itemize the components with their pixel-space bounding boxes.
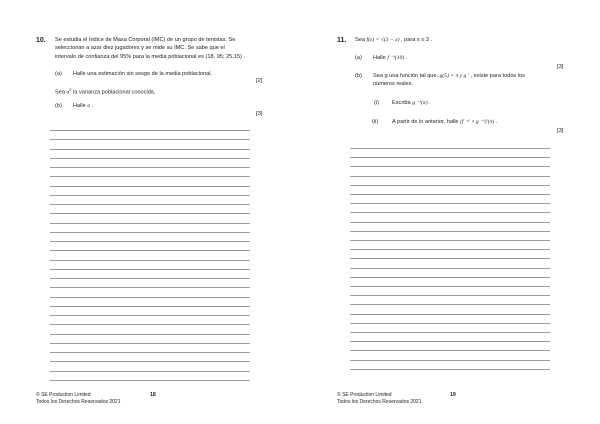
answer-line: [50, 343, 250, 344]
answer-line: [350, 277, 550, 278]
answer-line: [50, 352, 250, 353]
answer-line: [350, 203, 550, 204]
footer: [36, 392, 121, 407]
answer-line: [50, 260, 250, 261]
intro-suffix: , para x ≤ 3 .: [399, 37, 433, 43]
part-b-label: (b): [55, 103, 62, 109]
answer-line: [350, 332, 550, 333]
answer-line: [50, 361, 250, 362]
answer-line: [50, 250, 250, 251]
answer-line: [350, 360, 550, 361]
footer-copyright: © SE Production Limited: [36, 392, 91, 398]
part-b-suffix: .: [90, 103, 94, 109]
part-b-line-1: [373, 72, 525, 80]
answer-line: [350, 185, 550, 186]
page-number: 18: [150, 392, 156, 398]
given-statement: [55, 86, 155, 97]
part-a-text: Halle una estimación sin sesgo de la media poblacional.: [73, 71, 212, 77]
part-a-marks: [3]: [557, 64, 564, 70]
answer-line: [50, 149, 250, 150]
answer-line: [50, 139, 250, 140]
answer-line: [50, 269, 250, 270]
answer-line: [50, 315, 250, 316]
part-b-prefix: Sea g una función tal que,: [373, 73, 440, 79]
answer-line: [350, 369, 550, 370]
answer-line: [350, 286, 550, 287]
part-b-i-prefix: Escriba: [392, 100, 413, 106]
answer-line: [50, 241, 250, 242]
footer-rights: Todos los Derechos Reservados 2021: [337, 399, 422, 406]
answer-line: [50, 232, 250, 233]
answer-line: [350, 176, 550, 177]
answer-line: [50, 324, 250, 325]
answer-line: [350, 166, 550, 167]
answer-line: [350, 295, 550, 296]
sigma-exponent: 2: [69, 87, 72, 92]
part-b-label: (b): [355, 73, 362, 79]
question-intro-line-1: Se estudia el Índice de Masa Corporal (IMC) de un grupo de tenistas. Se: [55, 37, 236, 43]
part-b-text: [73, 102, 93, 110]
answer-line: [350, 212, 550, 213]
answer-line: [350, 157, 550, 158]
answer-line: [350, 148, 550, 149]
part-a-suffix: .: [404, 55, 408, 61]
answer-line: [50, 167, 250, 168]
answer-lines[interactable]: [50, 130, 250, 390]
part-b-marks: [3]: [256, 111, 263, 117]
part-a-formula: f ⁻¹(10): [387, 55, 405, 61]
answer-line: [50, 195, 250, 196]
answer-line: [350, 249, 550, 250]
sigma-symbol: σ: [66, 89, 70, 96]
answer-line: [350, 231, 550, 232]
footer-copyright: © SE Production Limited: [337, 392, 392, 398]
part-a-marks: [2]: [256, 78, 263, 84]
footer: [337, 392, 422, 407]
given-suffix: la varianza poblacional conocida.: [71, 89, 156, 96]
answer-line: [350, 350, 550, 351]
given-prefix: Sea: [55, 89, 67, 96]
answer-line: [350, 268, 550, 269]
part-b-ii-label: (ii): [372, 119, 379, 125]
intro-prefix: Sea: [355, 37, 367, 43]
part-b-i-text: [392, 99, 431, 107]
part-b-ii-prefix: A partir de lo anterior, halle: [392, 119, 461, 125]
answer-line: [50, 158, 250, 159]
footer-rights: Todos los Derechos Reservados 2021: [36, 399, 121, 406]
part-a-text: [373, 54, 407, 62]
part-b-symbol: σ: [87, 103, 91, 109]
answer-line: [350, 240, 550, 241]
part-b-i-suffix: .: [427, 100, 431, 106]
question-intro-line-3: intervalo de confianza del 95% para la media poblacional es (18, 95; 25,15) .: [55, 53, 245, 60]
answer-line: [50, 371, 250, 372]
part-a-label: (a): [355, 55, 362, 61]
question-number: 11.: [337, 37, 347, 44]
answer-line: [50, 213, 250, 214]
question-intro-line-2: seleccionan a azar diez jugadores y se mide su IMC. Se sabe que el: [55, 45, 225, 52]
part-b-ii-formula: (f ⁻¹ ∘ g ⁻¹)′(π): [460, 119, 495, 125]
part-b-suffix: , existe para todos los: [468, 73, 525, 79]
answer-line: [350, 341, 550, 342]
part-b-formula: g(5) = π y g ′: [439, 73, 469, 79]
intro-formula: f(x) = √(3 − x): [366, 37, 400, 43]
part-a-prefix: Halle: [373, 55, 388, 61]
part-b-i-formula: g ⁻¹(π): [412, 100, 428, 106]
question-number: 10.: [36, 37, 46, 44]
answer-line: [350, 222, 550, 223]
answer-line: [350, 323, 550, 324]
answer-line: [50, 130, 250, 131]
answer-line: [50, 176, 250, 177]
answer-line: [50, 278, 250, 279]
answer-line: [50, 297, 250, 298]
answer-line: [50, 306, 250, 307]
answer-line: [50, 204, 250, 205]
answer-line: [50, 334, 250, 335]
part-b-i-label: (i): [374, 100, 379, 106]
answer-line: [350, 258, 550, 259]
answer-line: [350, 304, 550, 305]
answer-lines[interactable]: [350, 148, 550, 383]
part-a-label: (a): [55, 71, 62, 77]
part-b-ii-text: [392, 118, 497, 126]
answer-line: [50, 287, 250, 288]
part-b-ii-suffix: .: [494, 119, 498, 125]
answer-line: [350, 194, 550, 195]
part-b-prefix: Halle: [73, 103, 88, 109]
part-b-ii-marks: [3]: [557, 128, 564, 134]
right-page: [300, 0, 600, 424]
part-b-line-2: números reales.: [373, 81, 414, 88]
answer-line: [350, 314, 550, 315]
answer-line: [50, 186, 250, 187]
question-intro: [355, 36, 432, 44]
answer-line: [50, 223, 250, 224]
answer-line: [50, 380, 250, 381]
page-number: 19: [450, 392, 456, 398]
